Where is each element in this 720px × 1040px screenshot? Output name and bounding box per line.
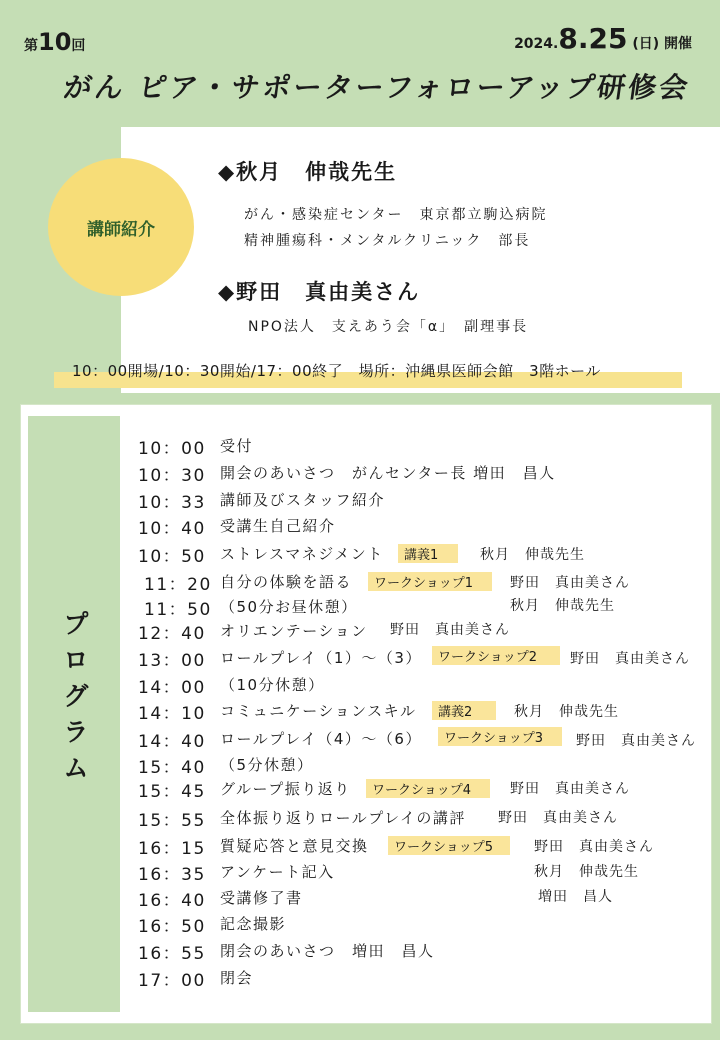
schedule-time: 11：20 <box>144 575 212 595</box>
schedule-time: 15：40 <box>138 758 206 778</box>
schedule-row <box>0 699 720 723</box>
schedule-row <box>0 860 720 884</box>
schedule-time: 16：50 <box>138 917 206 937</box>
schedule-time: 15：45 <box>138 782 206 802</box>
schedule-row <box>0 834 720 858</box>
date-year: 2024. <box>514 36 559 52</box>
schedule-speaker: 野田 真由美さん <box>390 622 510 638</box>
schedule-title: 自分の体験を語る <box>220 573 353 591</box>
schedule-row <box>0 886 720 910</box>
schedule-speaker: 秋月 伸哉先生 <box>534 864 639 880</box>
edition-suffix: 回 <box>71 38 86 54</box>
schedule-title: 質疑応答と意見交換 <box>220 837 369 855</box>
speaker-panel <box>121 127 720 393</box>
venue-info: 10：00開場/10：30開始/17：00終了 場所：沖縄県医師会館 3階ホール <box>72 362 601 380</box>
speaker-intro-badge: 講師紹介 <box>48 158 194 296</box>
schedule-row <box>0 966 720 990</box>
schedule-title: 閉会のあいさつ 増田 昌人 <box>220 942 435 960</box>
schedule-title: 受付 <box>220 437 254 455</box>
schedule-row <box>0 806 720 830</box>
schedule-time: 13：00 <box>138 651 206 671</box>
schedule-row <box>0 646 720 670</box>
schedule-title: 記念撮影 <box>220 915 287 933</box>
schedule-time: 17：00 <box>138 971 206 991</box>
schedule-speaker: 秋月 伸哉先生 <box>510 598 615 614</box>
schedule-row <box>0 619 720 643</box>
schedule-time: 10：50 <box>138 547 206 567</box>
schedule-title: 受講生自己紹介 <box>220 517 336 535</box>
schedule-time: 10：33 <box>138 493 206 513</box>
schedule-title: 受講修了書 <box>220 889 303 907</box>
schedule-row <box>0 514 720 538</box>
schedule-time: 16：15 <box>138 839 206 859</box>
schedule-time: 16：55 <box>138 944 206 964</box>
schedule-time: 14：40 <box>138 732 206 752</box>
schedule-title: 全体振り返りロールプレイの講評 <box>220 809 466 827</box>
session-tag: ワークショップ3 <box>438 727 562 746</box>
schedule-time: 15：55 <box>138 811 206 831</box>
edition-num: 10 <box>38 28 72 56</box>
speaker-affiliation: がん・感染症センター 東京都立駒込病院 <box>244 207 548 223</box>
schedule-time: 10：40 <box>138 519 206 539</box>
session-tag: ワークショップ4 <box>366 779 490 798</box>
schedule-time: 16：40 <box>138 891 206 911</box>
schedule-row <box>0 461 720 485</box>
session-tag: ワークショップ2 <box>432 646 560 665</box>
schedule-speaker: 秋月 伸哉先生 <box>514 704 619 720</box>
schedule-speaker: 増田 昌人 <box>538 889 613 905</box>
edition-prefix: 第 <box>24 38 38 54</box>
schedule-row <box>0 912 720 936</box>
schedule-title: ストレスマネジメント <box>220 545 384 563</box>
schedule-row <box>0 595 720 619</box>
schedule-time: 14：00 <box>138 678 206 698</box>
schedule-title: 閉会 <box>220 969 254 987</box>
schedule-title: （50分お昼休憩） <box>220 598 358 616</box>
schedule-speaker: 野田 真由美さん <box>576 733 696 749</box>
schedule-title: 開会のあいさつ がんセンター長 増田 昌人 <box>220 464 556 482</box>
schedule-row <box>0 939 720 963</box>
speaker-name-noda: ◆野田 真由美さん <box>218 280 421 304</box>
speaker-affiliation: 精神腫瘍科・メンタルクリニック 部長 <box>244 233 531 249</box>
schedule-row <box>0 488 720 512</box>
session-tag: 講義1 <box>398 544 458 563</box>
page-title: がん ピア・サポーターフォローアップ研修会 <box>61 71 693 104</box>
schedule-time: 10：30 <box>138 466 206 486</box>
schedule-row <box>0 777 720 801</box>
session-tag: ワークショップ5 <box>388 836 510 855</box>
schedule-time: 10：00 <box>138 439 206 459</box>
schedule-title: グループ振り返り <box>220 780 351 798</box>
schedule-title: （5分休憩） <box>220 756 314 774</box>
schedule-title: コミュニケーションスキル <box>220 702 417 720</box>
schedule-title: ロールプレイ（4）～（6） <box>220 730 422 748</box>
edition-number <box>24 28 85 56</box>
schedule-title: 講師及びスタッフ紹介 <box>220 491 386 509</box>
schedule-time: 12：40 <box>138 624 206 644</box>
schedule-speaker: 野田 真由美さん <box>498 810 618 826</box>
schedule-speaker: 野田 真由美さん <box>510 575 630 591</box>
schedule-row <box>0 570 720 594</box>
speaker-name-akizuki: ◆秋月 伸哉先生 <box>218 160 398 184</box>
schedule-speaker: 秋月 伸哉先生 <box>480 547 585 563</box>
schedule-row <box>0 542 720 566</box>
speaker-affiliation: NPO法人 支えあう会「α」 副理事長 <box>248 319 529 335</box>
schedule-row <box>0 434 720 458</box>
schedule-time: 11：50 <box>144 600 212 620</box>
date-weekday: (日) 開催 <box>632 36 692 52</box>
session-tag: ワークショップ1 <box>368 572 492 591</box>
program-label: プログラム <box>58 610 89 790</box>
schedule-title: ロールプレイ（1）～（3） <box>220 649 422 667</box>
schedule-row <box>0 727 720 751</box>
schedule-speaker: 野田 真由美さん <box>510 781 630 797</box>
schedule-time: 16：35 <box>138 865 206 885</box>
schedule-title: オリエンテーション <box>220 622 368 640</box>
date-month-day: 8.25 <box>558 22 628 55</box>
event-date <box>514 22 692 55</box>
schedule-speaker: 野田 真由美さん <box>570 651 690 667</box>
schedule-title: （10分休憩） <box>220 676 325 694</box>
schedule-time: 14：10 <box>138 704 206 724</box>
schedule-speaker: 野田 真由美さん <box>534 839 654 855</box>
schedule-row <box>0 753 720 777</box>
session-tag: 講義2 <box>432 701 496 720</box>
schedule-title: アンケート記入 <box>220 863 335 881</box>
schedule-row <box>0 673 720 697</box>
